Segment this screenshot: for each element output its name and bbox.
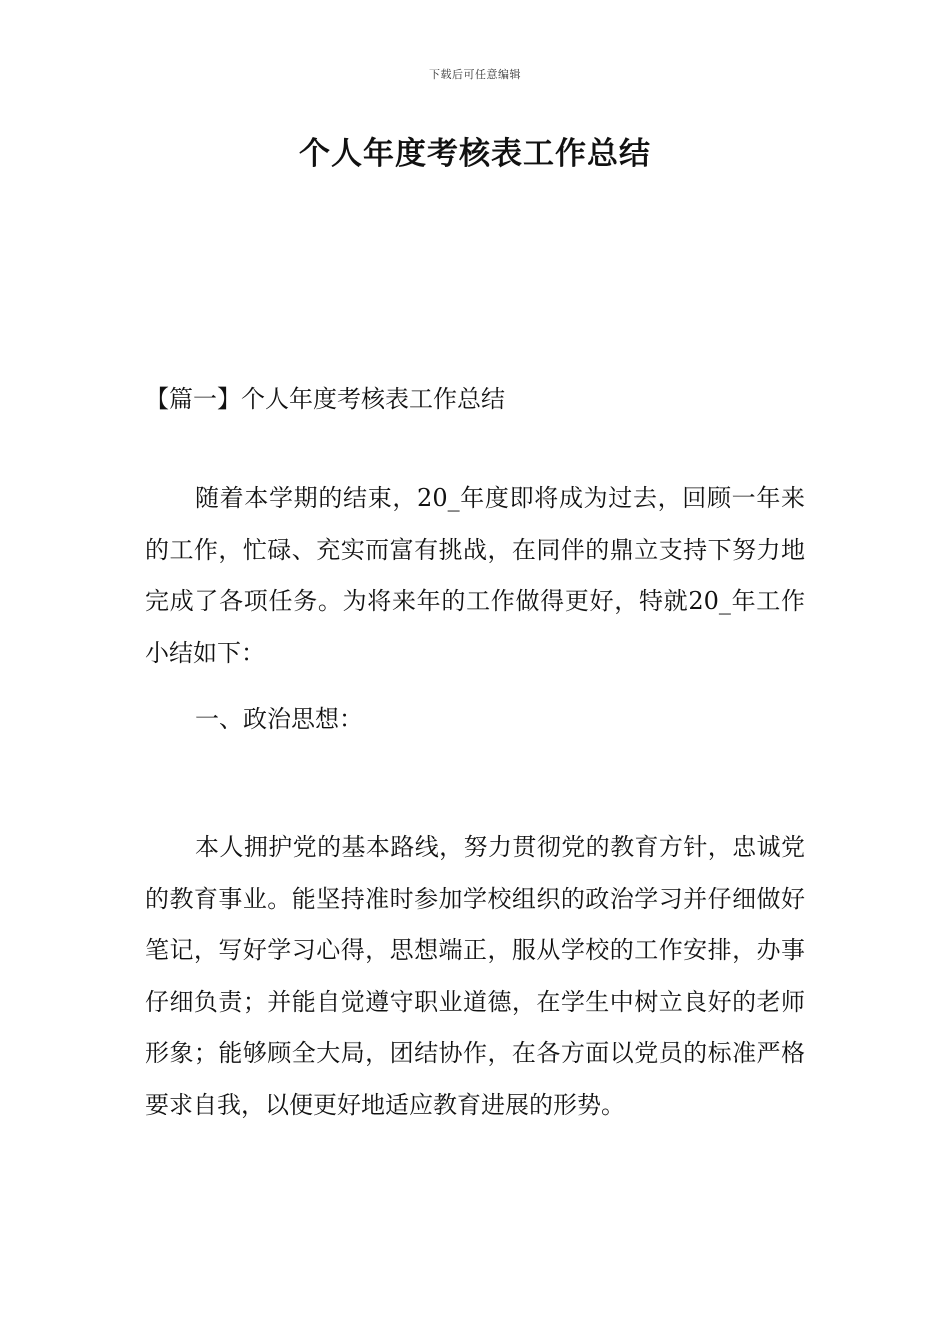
politics-paragraph: 本人拥护党的基本路线，努力贯彻党的教育方针，忠诚党的教育事业。能坚持准时参加学校组织的政治学习并仔细做好笔记，写好学习心得，思想端正，服从学校的工作安排，办事仔细负责；并能自觉遵守职业道德，在学生中树立良好的老师形象；能够顾全大局，团结协作，在各方面以党员的标准严格要求自我，以便更好地适应教育进展的形势。 — [145, 833, 805, 1119]
document-title: 个人年度考核表工作总结 — [299, 136, 651, 172]
header-note: 下载后可任意编辑 — [429, 68, 521, 81]
section-heading: 【篇一】个人年度考核表工作总结 — [145, 385, 505, 413]
politics-subheading: 一、政治思想： — [195, 705, 363, 733]
intro-paragraph: 随着本学期的结束，20_年度即将成为过去，回顾一年来的工作，忙碌、充实而富有挑战，在同伴的鼎立支持下努力地完成了各项任务。为将来年的工作做得更好，特就20_年工作小结如下： — [145, 484, 805, 667]
